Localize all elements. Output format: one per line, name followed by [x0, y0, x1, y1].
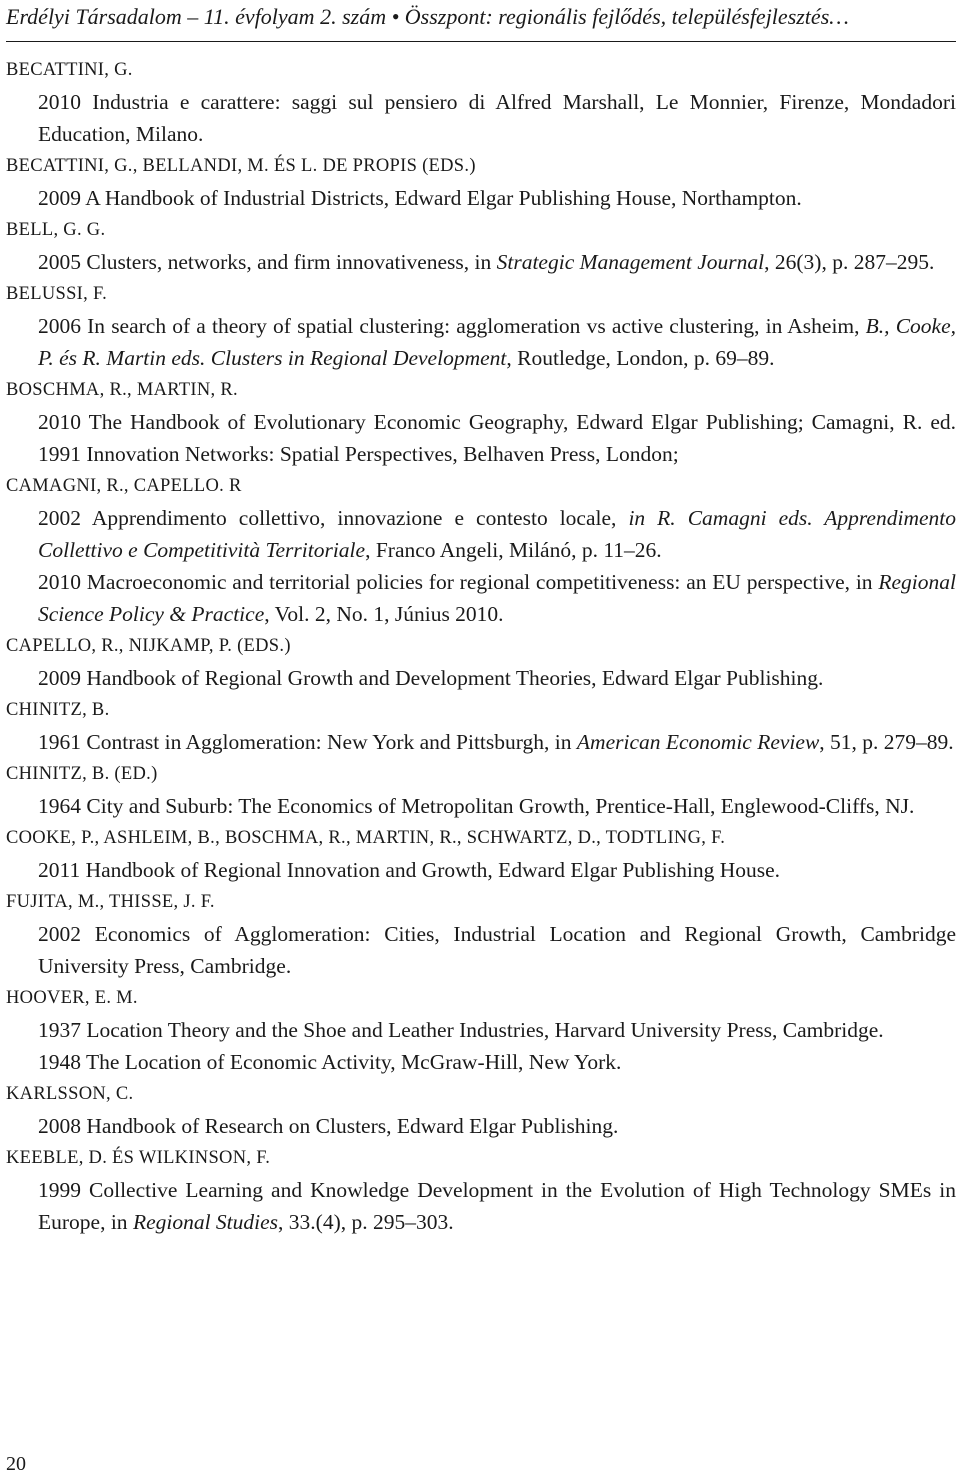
reference-title-italic: American Economic Review	[576, 730, 820, 754]
reference-title-italic: in R. Camagni eds. Apprendimento Collettivo e Competitività Territoriale	[38, 506, 956, 562]
reference-author: CHINITZ, B.	[6, 700, 110, 720]
reference-entry	[6, 1174, 956, 1238]
reference-text: 2002 Apprendimento collettivo, innovazione e contesto locale,	[38, 506, 629, 530]
reference-text: 2009 Handbook of Regional Growth and Development Theories, Edward Elgar Publishing.	[38, 666, 824, 690]
reference-entry	[6, 854, 956, 886]
reference-text: 2002 Economics of Agglomeration: Cities, Industrial Location and Regional Growth, Cambridge University Press, Cambridge.	[38, 922, 956, 978]
reference-text: 2010 The Handbook of Evolutionary Economic Geography, Edward Elgar Publishing; Camagni, R. ed. 1991 Innovation Networks: Spatial Perspectives, Belhaven Press, London;	[38, 410, 956, 466]
reference-text: , Vol. 2, No. 1, Június 2010.	[264, 602, 504, 626]
reference-text: 1999 Collective Learning and Knowledge Development in the Evolution of High Technology SMEs in Europe, in	[38, 1178, 956, 1234]
reference-text: 1937 Location Theory and the Shoe and Leather Industries, Harvard University Press, Cambridge.	[38, 1018, 884, 1042]
reference-text: 1964 City and Suburb: The Economics of Metropolitan Growth, Prentice-Hall, Englewood-Cliffs, NJ.	[38, 794, 915, 818]
reference-title-italic: B., Cooke, P. és R. Martin eds. Clusters in Regional Development	[38, 314, 956, 370]
reference-author: COOKE, P., ASHLEIM, B., BOSCHMA, R., MARTIN, R., SCHWARTZ, D., TODTLING, F.	[6, 828, 726, 848]
reference-entry	[6, 182, 956, 214]
reference-entry	[6, 406, 956, 470]
reference-entry	[6, 1014, 956, 1046]
reference-entry	[6, 726, 956, 758]
reference-author: BECATTINI, G.	[6, 60, 133, 80]
reference-author: HOOVER, E. M.	[6, 988, 138, 1008]
reference-text: , 33.(4), p. 295–303.	[278, 1210, 454, 1234]
reference-entry	[6, 86, 956, 150]
page-number: 20	[6, 1453, 26, 1475]
reference-author: CAPELLO, R., NIJKAMP, P. (EDS.)	[6, 636, 291, 656]
reference-entry	[6, 502, 956, 566]
reference-text: 2010 Industria e carattere: saggi sul pensiero di Alfred Marshall, Le Monnier, Firenze, Mondadori Education, Milano.	[38, 90, 956, 146]
reference-text: 2009 A Handbook of Industrial Districts, Edward Elgar Publishing House, Northampton.	[38, 186, 802, 210]
reference-entry	[6, 1046, 956, 1078]
reference-author: BELL, G. G.	[6, 220, 106, 240]
reference-entry	[6, 918, 956, 982]
reference-text: 2010 Macroeconomic and territorial policies for regional competitiveness: an EU perspective, in	[38, 570, 879, 594]
reference-text: , 26(3), p. 287–295.	[764, 250, 935, 274]
reference-entry	[6, 310, 956, 374]
reference-author: CAMAGNI, R., CAPELLO. R	[6, 476, 242, 496]
reference-title-italic: Strategic Management Journal	[496, 250, 765, 274]
reference-text: 2006 In search of a theory of spatial clustering: agglomeration vs active clustering, in Asheim,	[38, 314, 866, 338]
reference-entry	[6, 662, 956, 694]
reference-author: KEEBLE, D. ÉS WILKINSON, F.	[6, 1148, 271, 1168]
reference-text: 2005 Clusters, networks, and firm innovativeness, in	[38, 250, 497, 274]
reference-entry	[6, 1110, 956, 1142]
reference-author: KARLSSON, C.	[6, 1084, 134, 1104]
reference-title-italic: Regional Studies	[132, 1210, 279, 1234]
reference-text: , Routledge, London, p. 69–89.	[506, 346, 775, 370]
reference-author: CHINITZ, B. (ED.)	[6, 764, 158, 784]
reference-entry	[6, 566, 956, 630]
reference-entry	[6, 246, 956, 278]
reference-text: 2011 Handbook of Regional Innovation and Growth, Edward Elgar Publishing House.	[38, 858, 781, 882]
reference-author: BOSCHMA, R., MARTIN, R.	[6, 380, 238, 400]
reference-author: BELUSSI, F.	[6, 284, 108, 304]
reference-entry	[6, 790, 956, 822]
reference-text: 2008 Handbook of Research on Clusters, Edward Elgar Publishing.	[38, 1114, 619, 1138]
reference-text: 1948 The Location of Economic Activity, McGraw-Hill, New York.	[38, 1050, 622, 1074]
reference-text: , 51, p. 279–89.	[819, 730, 954, 754]
header-rule	[6, 41, 956, 42]
reference-text: 1961 Contrast in Agglomeration: New York and Pittsburgh, in	[38, 730, 577, 754]
running-header: Erdélyi Társadalom – 11. évfolyam 2. szám • Összpont: regionális fejlődés, településfejlesztés…	[6, 4, 849, 29]
reference-list	[6, 54, 956, 1238]
reference-title-italic: Regional Science Policy & Practice	[38, 570, 956, 626]
reference-text: , Franco Angeli, Milánó, p. 11–26.	[365, 538, 662, 562]
reference-author: BECATTINI, G., BELLANDI, M. ÉS L. DE PROPIS (EDS.)	[6, 156, 476, 176]
reference-author: FUJITA, M., THISSE, J. F.	[6, 892, 215, 912]
